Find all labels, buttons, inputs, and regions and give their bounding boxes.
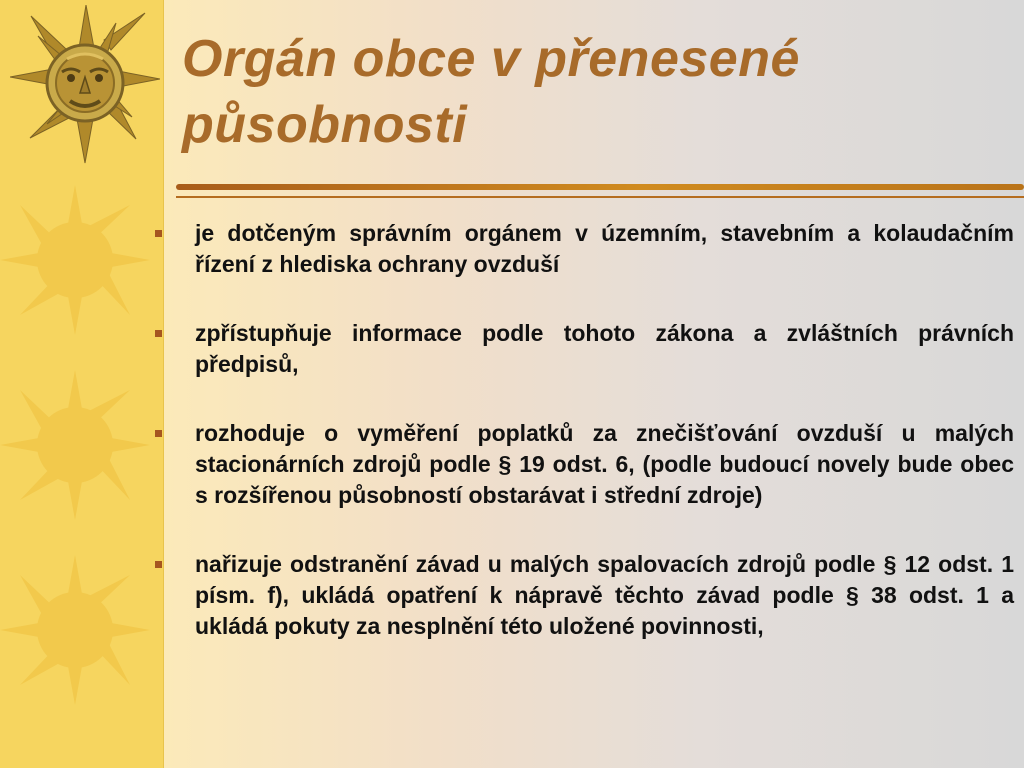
bullet-item-1 — [154, 218, 1014, 280]
bullet-item-2 — [154, 318, 1014, 380]
bullet-text-3: rozhoduje o vyměření poplatků za znečišťování ovzduší u malých stacionárních zdrojů podle § 19 odst. 6, (podle budoucí novely bude obec s rozšířenou působností obstarávat i střední zdroje) — [195, 420, 1014, 508]
left-decorative-band — [0, 0, 164, 768]
golden-sun-face-icon — [10, 5, 160, 165]
bullet-square-icon — [155, 561, 162, 568]
bullet-item-3 — [154, 418, 1014, 511]
title-line-2: působnosti — [182, 95, 468, 154]
bullet-list — [154, 218, 1014, 642]
bullet-text-1: je dotčeným správním orgánem v územním, stavebním a kolaudačním řízení z hlediska ochrany ovzduší — [195, 220, 1014, 277]
bullet-text-4: nařizuje odstranění závad u malých spalovacích zdrojů podle § 12 odst. 1 písm. f), ukládá opatření k nápravě těchto závad podle § 38 odst. 1 a ukládá pokuty za nesplnění této uložené povinnosti, — [195, 551, 1014, 639]
bullet-text-2: zpřístupňuje informace podle tohoto zákona a zvláštních právních předpisů, — [195, 320, 1014, 377]
sun-decoration-icon — [0, 555, 150, 705]
bullet-square-icon — [155, 430, 162, 437]
bullet-item-4 — [154, 549, 1014, 642]
title-divider-thin-line — [176, 196, 1024, 198]
sun-decoration-icon — [0, 370, 150, 520]
title-divider-main-line — [176, 184, 1024, 190]
bullet-square-icon — [155, 330, 162, 337]
title-divider — [176, 181, 1024, 203]
title-line-1: Orgán obce v přenesené — [182, 30, 800, 88]
sun-decoration-icon — [0, 185, 150, 335]
slide-title — [182, 27, 972, 177]
slide-heading — [182, 27, 972, 158]
bullet-square-icon — [155, 230, 162, 237]
